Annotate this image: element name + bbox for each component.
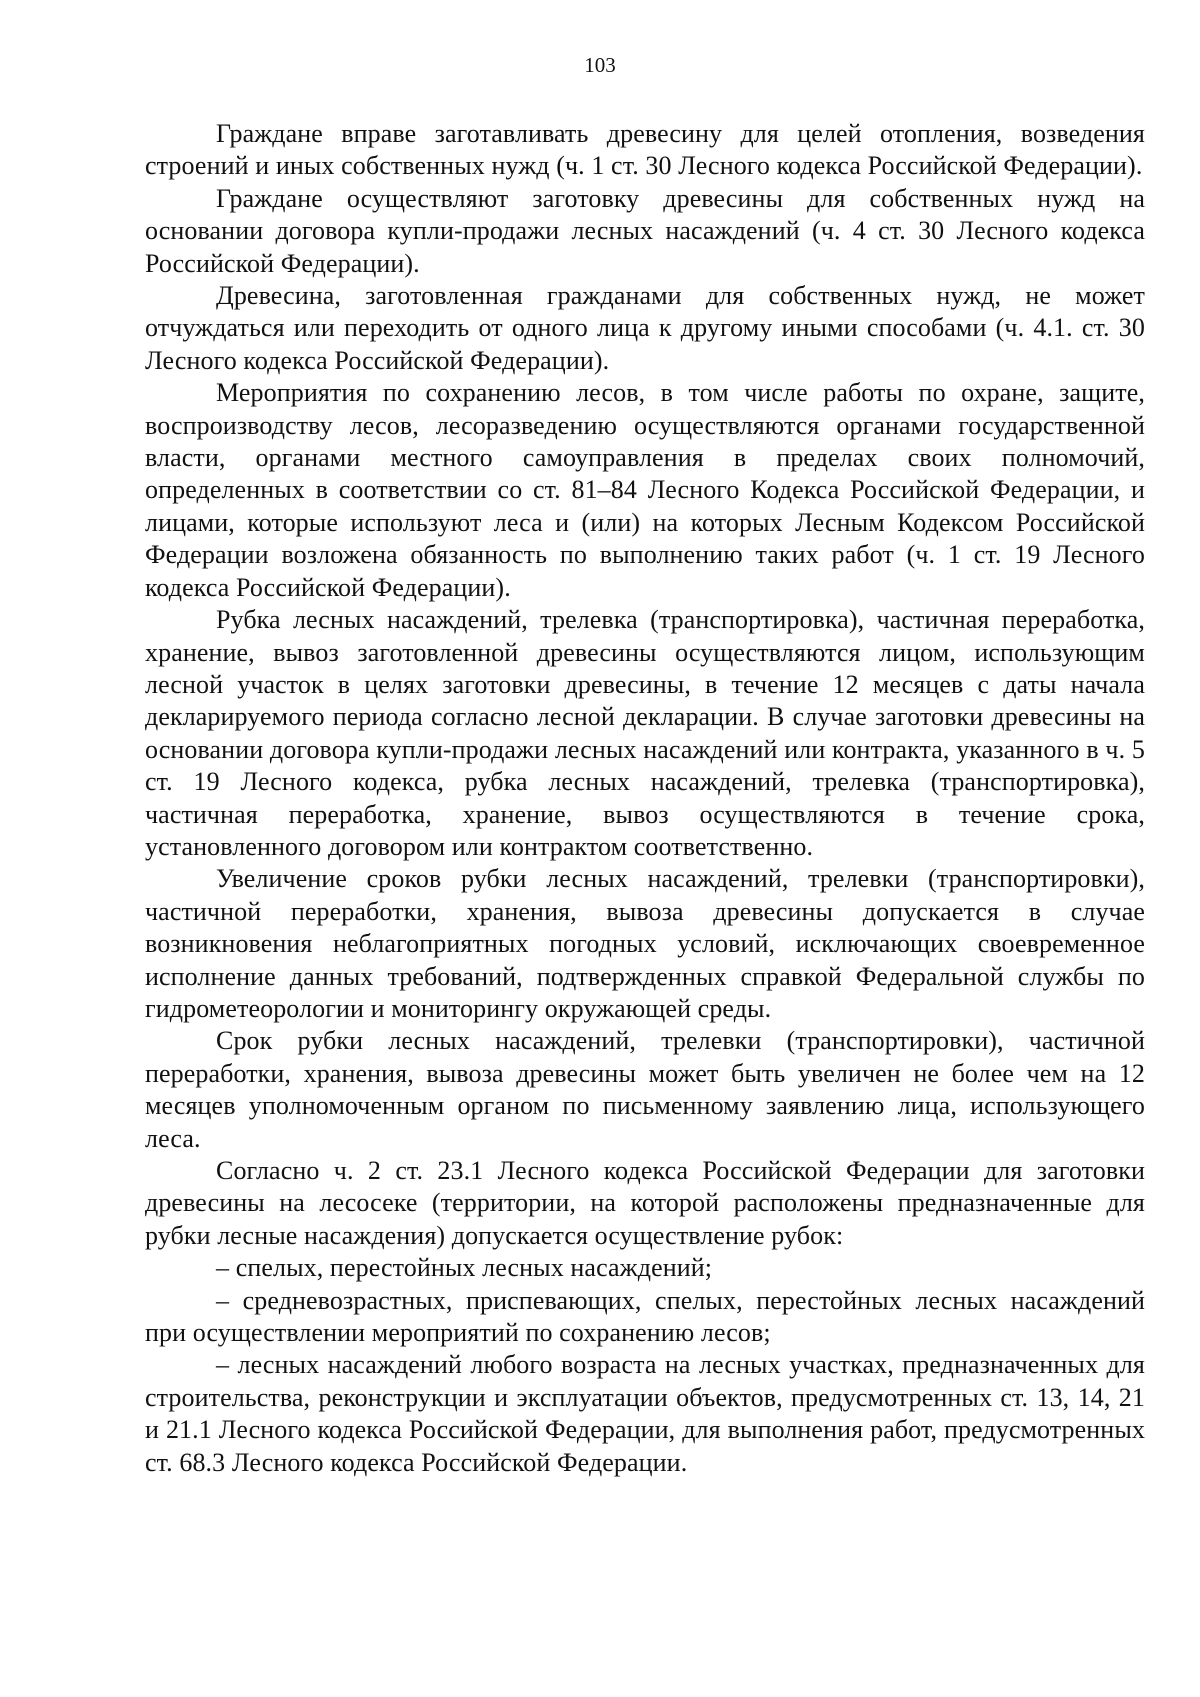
document-body [145,118,1145,1479]
paragraph-firewood-right: Граждане вправе заготавливать древесину для целей отопления, возведения строений и иных собственных нужд (ч. 1 ст. 30 Лесного кодекса Российской Федерации). [145,119,1145,181]
list-item-middle-aged-stands: – средневозрастных, приспевающих, спелых, перестойных лесных насаждений при осуществлении мероприятий по сохранению лесов; [145,1285,1145,1348]
paragraph-alienation: Древесина, заготовленная гражданами для собственных нужд, не может отчуждаться или переходить от одного лица к другому иными способами (ч. 4.1. ст. 30 Лесного кодекса Российской Федерации). [145,281,1145,375]
list-item-any-age-stands: – лесных насаждений любого возраста на лесных участках, предназначенных для строительства, реконструкции и эксплуатации объектов, предусмотренных ст. 13, 14, 21 и 21.1 Лесного кодекса Российской Федерации, для выполнения работ, предусмотренных ст. 68.3 Лесного кодекса Российской Федерации. [145,1350,1145,1477]
list-item-mature-stands: – спелых, перестойных лесных насаждений; [216,1253,713,1283]
paragraph-term-extension-weather: Увеличение сроков рубки лесных насаждений, трелевки (транспортировки), частичной переработки, хранения, вывоза древесины допускается в случае возникновения неблагоприятных погодных условий, исключающих своевременное исполнение данных требований, подтвержденных справкой Федеральной службы по гидрометеорологии и мониторингу окружающей среды. [145,864,1145,1023]
paragraph-forest-preservation: Мероприятия по сохранению лесов, в том числе работы по охране, защите, воспроизводству лесов, лесоразведению осуществляются органами государственной власти, органами местного самоуправления в пределах своих полномочий, определенных в соответствии со ст. 81–84 Лесного Кодекса Российской Федерации, и лицами, которые используют леса и (или) на которых Лесным Кодексом Российской Федерации возложена обязанность по выполнению таких работ (ч. 1 ст. 19 Лесного кодекса Российской Федерации). [145,378,1145,602]
paragraph-felling-terms: Рубка лесных насаждений, трелевка (транспортировка), частичная переработка, хранение, вывоз заготовленной древесины осуществляются лицом, использующим лесной участок в целях заготовки древесины, в течение 12 месяцев с даты начала декларируемого периода согласно лесной декларации. В случае заготовки древесины на основании договора купли-продажи лесных насаждений или контракта, указанного в ч. 5 ст. 19 Лесного кодекса, рубка лесных насаждений, трелевка (транспортировка), частичная переработка, хранение, вывоз осуществляются в течение срока, установленного договором или контрактом соответственно. [145,605,1145,861]
paragraph-allowed-fellings: Согласно ч. 2 ст. 23.1 Лесного кодекса Российской Федерации для заготовки древесины на лесосеке (территории, на которой расположены предназначенные для рубки лесные насаждения) допускается осуществление рубок: [145,1156,1145,1250]
paragraph-contract-basis: Граждане осуществляют заготовку древесины для собственных нужд на основании договора купли-продажи лесных насаждений (ч. 4 ст. 30 Лесного кодекса Российской Федерации). [145,183,1145,278]
page-number: 103 [584,53,616,77]
paragraph-term-extension-application: Срок рубки лесных насаждений, трелевки (транспортировки), частичной переработки, хранения, вывоза древесины может быть увеличен не более чем на 12 месяцев уполномоченным органом по письменному заявлению лица, использующего леса. [145,1026,1145,1153]
